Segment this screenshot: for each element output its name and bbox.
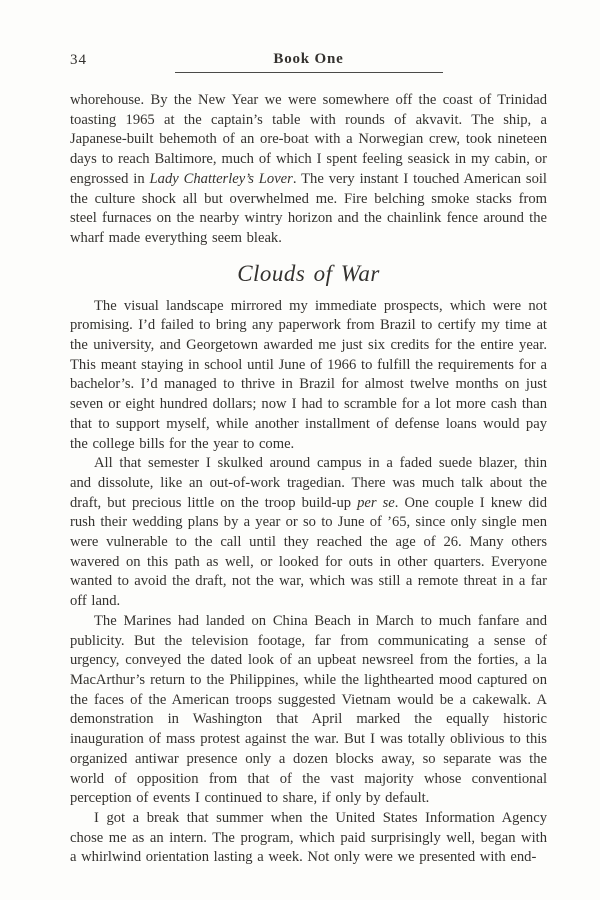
book-title-italic: Lady Chatterley’s Lover — [149, 170, 293, 187]
paragraph-1-text-start: whorehouse. By the New Year we were somewhere off the coast of Trinidad toasting 1965 at the captain’s table with rounds of akvavit. The ship, a Japanese-built behemoth of an ore-boat with a Norwegian crew, took nineteen days to reach Baltimore, much of which I spent feeling seasick in my cabin, or engrossed in — [70, 92, 547, 187]
running-head-rule — [175, 50, 443, 73]
running-header — [70, 50, 547, 72]
paragraph-continuation — [70, 91, 547, 249]
latin-phrase-italic: per se — [357, 494, 395, 511]
page-body — [70, 91, 547, 868]
paragraph-5: I got a break that summer when the United States Information Agency chose me as an intern. The program, which paid surprisingly well, began with a whirlwind orientation lasting a week. Not only were we presented with end- — [70, 809, 547, 866]
section-heading: Clouds of War — [237, 260, 380, 286]
running-head-title: Book One — [273, 51, 344, 67]
paragraph-4: The Marines had landed on China Beach in March to much fanfare and publicity. But the television footage, far from communicating a sense of urgency, conveyed the dated look of an upbeat newsreel from the forties, a la MacArthur’s return to the Philippines, while the lighthearted mood captured on the faces of the American troops suggested Vietnam would be a cakewalk. A demonstration in Washington that April marked the equally historic inauguration of mass protest against the war. But I was totally oblivious to this organized antiwar presence only a dozen blocks away, so separate was the world of opposition from that of the vast majority whose conventional perception of events I continued to share, if only by default. — [70, 612, 547, 807]
paragraph-2: The visual landscape mirrored my immediate prospects, which were not promising. I’d failed to bring any paperwork from Brazil to certify my time at the university, and Georgetown awarded me just six credits for the entire year. This meant staying in school until June of 1966 to fulfill the requirements for a bachelor’s. I’d managed to thrive in Brazil for almost twelve months on just seven or eight hundred dollars; now I had to scramble for a lot more cash than that to support myself, while another installment of defense loans would pay the college bills for the year to come. — [70, 297, 547, 452]
paragraph-3-text-start: All that semester I skulked around campus in a faded suede blazer, thin and dissolute, like an out-of-work tragedian. There was much talk about the draft, but precious little on the troop build-up — [70, 455, 547, 511]
paragraph-3-text-end: . One couple I knew did rush their wedding plans by a year or so to June of ’65, since only single men were vulnerable to the call until they reached the age of 26. Many others wavered on this path as well, or looked for outs in other quarters. Everyone wanted to avoid the draft, not the war, which was still a remote threat in a far off land. — [70, 494, 548, 610]
page-number: 34 — [70, 52, 87, 68]
paragraph-1-text-end: . The very instant I touched American soil the culture shock all but overwhelmed me. Fire belching smoke stacks from steel furnaces on the nearby wintry horizon and the chainlink fence around the wharf made everything seem bleak. — [70, 170, 547, 246]
paragraph-3 — [70, 454, 547, 612]
